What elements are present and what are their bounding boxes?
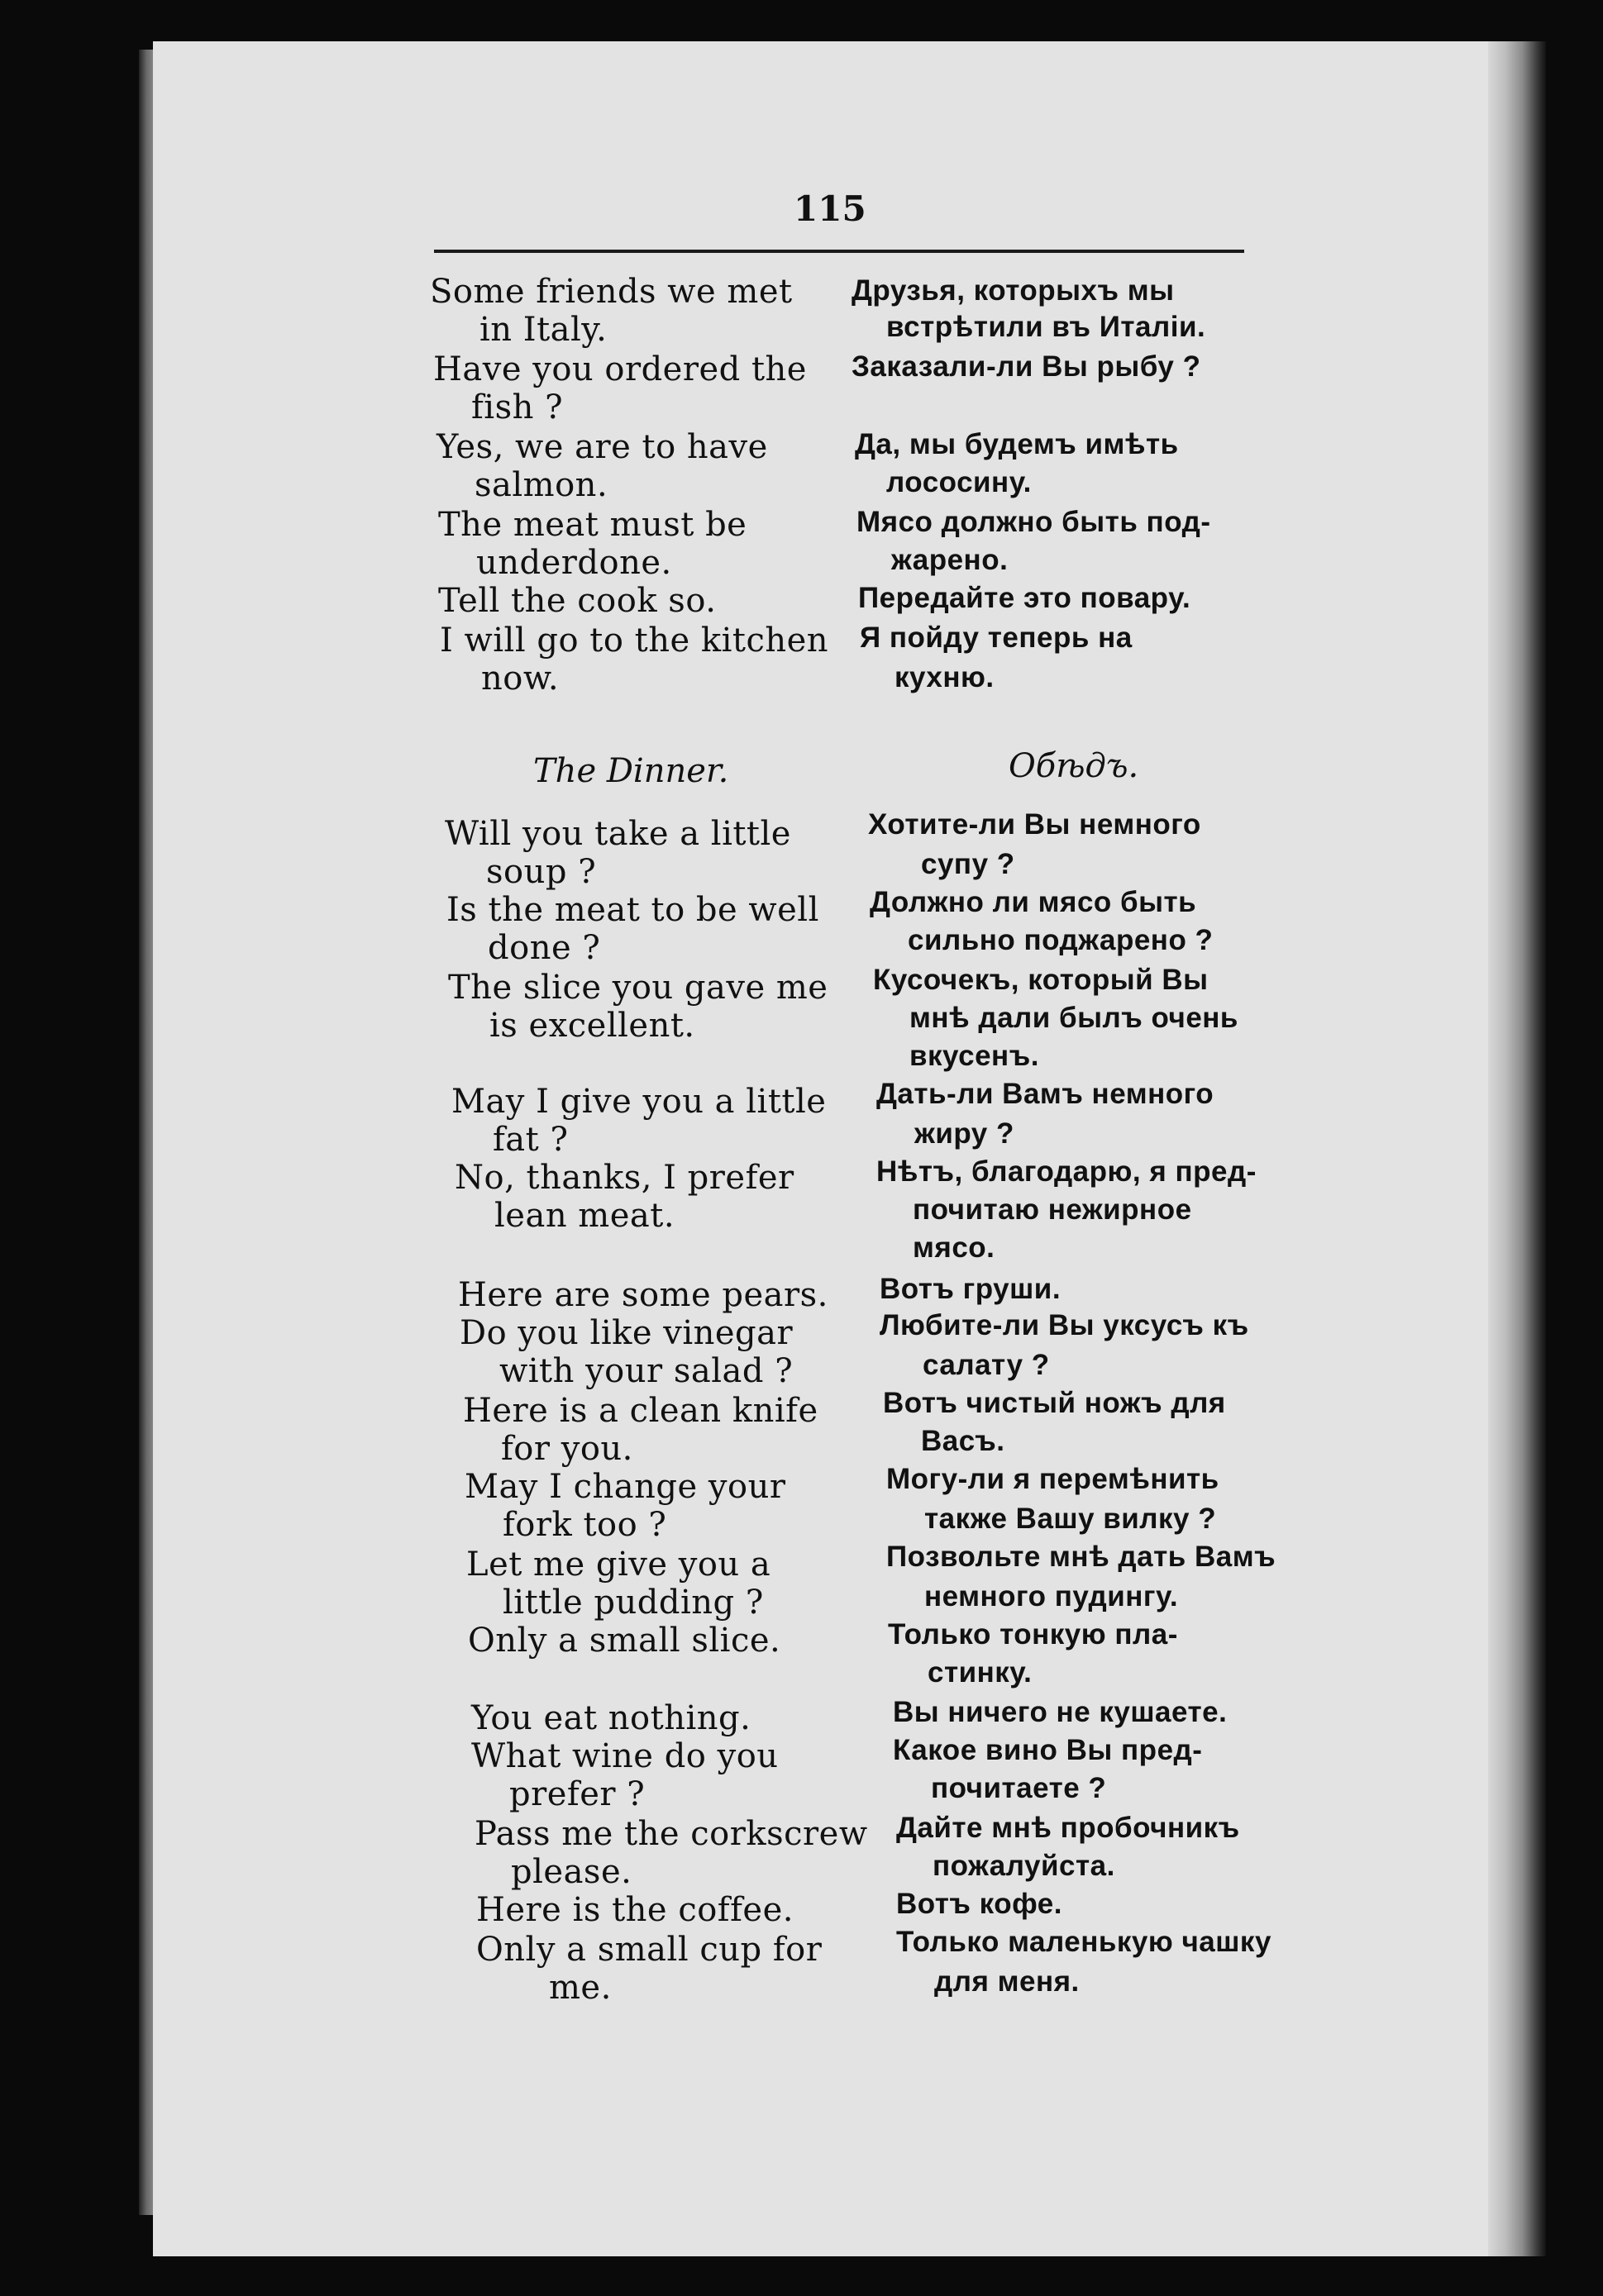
en-line: please. — [511, 1853, 632, 1891]
en-line: Is the meat to be well — [446, 891, 819, 929]
en-line: The meat must be — [438, 506, 747, 544]
ru-line: сильно поджарено ? — [908, 924, 1214, 956]
en-line: Pass me the corkscrew — [475, 1815, 868, 1853]
ru-line: Позвольте мнѣ дать Вамъ — [886, 1541, 1276, 1573]
ru-line: Вотъ чистый ножъ для — [883, 1387, 1226, 1419]
page-paper — [153, 41, 1525, 2256]
section-heading-en: The Dinner. — [533, 752, 729, 790]
en-line: The slice you gave me — [448, 969, 828, 1007]
ru-line: Могу-ли я перемѣнить — [886, 1463, 1219, 1495]
en-line: little pudding ? — [503, 1584, 764, 1622]
ru-line: Кусочекъ, который Вы — [873, 964, 1209, 996]
en-line: fish ? — [471, 388, 564, 426]
ru-line: немного пудингу. — [924, 1580, 1179, 1612]
ru-line: Дать-ли Вамъ немного — [876, 1078, 1214, 1110]
ru-line: Заказали-ли Вы рыбу ? — [852, 350, 1201, 383]
ru-line: мнѣ дали былъ очень — [909, 1002, 1238, 1034]
en-line: Have you ordered the — [433, 350, 807, 388]
ru-line: Передайте это повару. — [858, 582, 1191, 614]
ru-line: Мясо должно быть под- — [856, 506, 1211, 538]
ru-line: почитаю нежирное — [913, 1193, 1192, 1226]
ru-line: Только тонкую пла- — [888, 1618, 1178, 1651]
en-line: with your salad ? — [499, 1352, 794, 1390]
right-page-edge — [1488, 41, 1546, 2256]
en-line: Only a small cup for — [476, 1931, 823, 1969]
en-line: No, thanks, I prefer — [455, 1159, 794, 1197]
ru-line: Да, мы будемъ имѣть — [855, 428, 1179, 460]
ru-line: Вотъ кофе. — [896, 1888, 1062, 1920]
ru-line: Вотъ груши. — [880, 1273, 1062, 1305]
en-line: Here are some pears. — [458, 1276, 828, 1314]
en-line: Here is the coffee. — [476, 1891, 794, 1929]
en-line: What wine do you — [471, 1737, 779, 1775]
ru-line: Нѣтъ, благодарю, я пред- — [876, 1155, 1257, 1188]
ru-line: Только маленькую чашку — [896, 1926, 1271, 1958]
en-line: Yes, we are to have — [437, 428, 768, 466]
en-line: May I change your — [465, 1468, 786, 1506]
ru-line: жарено. — [891, 544, 1009, 576]
ru-line: Я пойду теперь на — [860, 622, 1133, 654]
ru-line: Должно ли мясо быть — [870, 886, 1197, 918]
en-line: Tell the cook so. — [438, 582, 717, 620]
ru-line: кухню. — [895, 661, 995, 693]
en-line: is excellent. — [489, 1007, 695, 1045]
en-line: Some friends we met — [430, 273, 793, 311]
en-line: Do you like vinegar — [460, 1314, 794, 1352]
ru-line: встрѣтили въ Италіи. — [886, 311, 1206, 343]
header-rule — [434, 250, 1244, 253]
ru-line: для меня. — [934, 1965, 1080, 1998]
en-line: for you. — [501, 1430, 633, 1468]
en-line: Will you take a little — [445, 815, 791, 853]
en-line: Let me give you a — [466, 1546, 771, 1584]
en-line: You eat nothing. — [471, 1699, 751, 1737]
en-line: soup ? — [486, 853, 597, 891]
page-number: 115 — [794, 188, 866, 229]
en-line: I will go to the kitchen — [440, 622, 829, 660]
ru-line: Васъ. — [921, 1425, 1005, 1457]
ru-line: также Вашу вилку ? — [924, 1503, 1217, 1535]
en-line: May I give you a little — [451, 1083, 827, 1121]
ru-line: почитаете ? — [931, 1772, 1107, 1804]
en-line: lean meat. — [494, 1197, 675, 1235]
en-line: prefer ? — [509, 1775, 646, 1813]
ru-line: Дайте мнѣ пробочникъ — [896, 1812, 1240, 1844]
en-line: now. — [481, 660, 560, 698]
ru-line: салату ? — [923, 1349, 1050, 1381]
en-line: in Italy. — [479, 311, 608, 349]
ru-line: Хотите-ли Вы немного — [868, 808, 1201, 841]
ru-line: стинку. — [928, 1656, 1033, 1689]
en-line: salmon. — [475, 466, 608, 504]
ru-line: супу ? — [921, 848, 1015, 880]
en-line: underdone. — [476, 544, 672, 582]
ru-line: лососину. — [886, 466, 1032, 498]
en-line: Only a small slice. — [468, 1622, 781, 1660]
section-heading-ru: Обѣдъ. — [1009, 747, 1139, 785]
ru-line: пожалуйста. — [933, 1850, 1115, 1882]
en-line: done ? — [488, 929, 601, 967]
ru-line: Какое вино Вы пред- — [893, 1734, 1203, 1766]
en-line: fork too ? — [503, 1506, 667, 1544]
en-line: fat ? — [493, 1121, 569, 1159]
ru-line: жиру ? — [914, 1117, 1014, 1150]
ru-line: Вы ничего не кушаете. — [893, 1696, 1228, 1728]
ru-line: мясо. — [913, 1231, 995, 1264]
ru-line: Любите-ли Вы уксусъ къ — [880, 1309, 1249, 1341]
en-line: Here is a clean knife — [463, 1392, 818, 1430]
en-line: me. — [549, 1969, 612, 2007]
ru-line: вкусенъ. — [909, 1040, 1039, 1072]
ru-line: Друзья, которыхъ мы — [852, 274, 1175, 307]
